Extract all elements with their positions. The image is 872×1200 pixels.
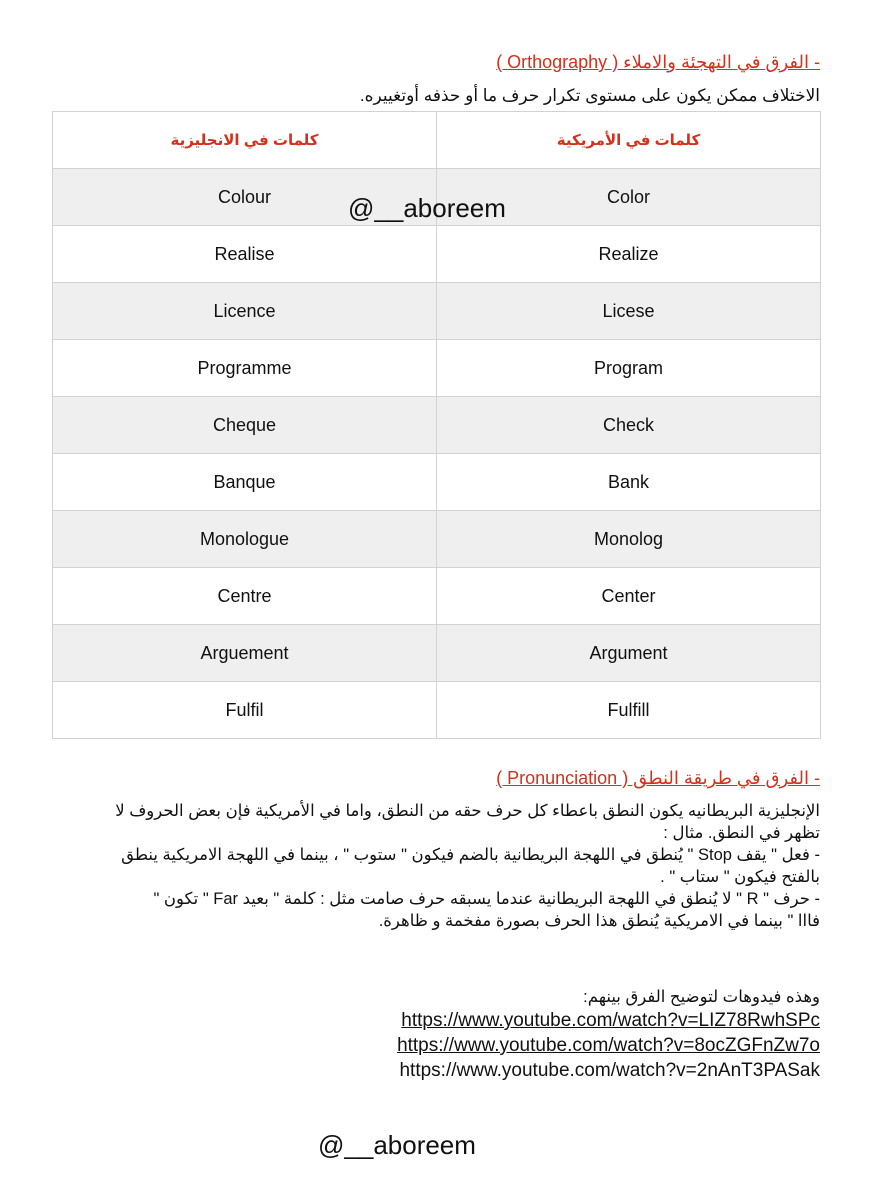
british-word: Licence <box>53 283 437 340</box>
body-line: - حرف " R " لا يُنطق في اللهجة البريطانية عندما يسبقه حرف صامت مثل : كلمة " بعيد Far " تكون " <box>153 890 820 908</box>
body-line: بالفتح فيكون " ستاب " . <box>660 868 820 886</box>
orthography-intro: الاختلاف ممكن يكون على مستوى تكرار حرف ما أو حذفه أوتغييره. <box>359 86 820 105</box>
table-row <box>53 511 821 568</box>
body-line: الإنجليزية البريطانيه يكون النطق باعطاء كل حرف حقه من النطق، واما في الأمريكية فإن بعض الحروف لا <box>115 802 820 820</box>
table-row <box>53 454 821 511</box>
body-line: تظهر في النطق. مثال : <box>663 824 820 842</box>
table-row <box>53 226 821 283</box>
british-word: Realise <box>53 226 437 283</box>
british-word: Banque <box>53 454 437 511</box>
american-word: Bank <box>437 454 821 511</box>
british-word: Monologue <box>53 511 437 568</box>
british-word: Centre <box>53 568 437 625</box>
body-line: فااا " بينما في الامريكية يُنطق هذا الحرف بصورة مفخمة و ظاهرة. <box>378 912 820 930</box>
american-word: Program <box>437 340 821 397</box>
american-word: Fulfill <box>437 682 821 739</box>
american-word: Monolog <box>437 511 821 568</box>
header-american: كلمات في الأمريكية <box>437 112 821 169</box>
american-word: Licese <box>437 283 821 340</box>
american-word: Check <box>437 397 821 454</box>
table-row <box>53 568 821 625</box>
british-word: Cheque <box>53 397 437 454</box>
videos-intro: وهذه فيدوهات لتوضيح الفرق بينهم: <box>583 988 820 1006</box>
watermark-handle: @__aboreem <box>348 193 506 223</box>
british-word: Colour <box>53 169 437 226</box>
video-link[interactable]: https://www.youtube.com/watch?v=LIZ78RwhSPc <box>401 1010 820 1031</box>
table-row <box>53 397 821 454</box>
british-word: Fulfil <box>53 682 437 739</box>
footer-handle: @__aboreem <box>318 1130 476 1160</box>
video-link[interactable]: https://www.youtube.com/watch?v=8ocZGFnZw7o <box>397 1035 820 1056</box>
table-row <box>53 682 821 739</box>
table-row <box>53 625 821 682</box>
body-line: - فعل " يقف Stop " يُنطق في اللهجة البريطانية بالضم فيكون " ستوب " ، بينما في اللهجة الامريكية ينطق <box>121 846 820 864</box>
video-link[interactable]: https://www.youtube.com/watch?v=2nAnT3PASak <box>399 1060 820 1081</box>
section-heading-pronunciation: - الفرق في طريقة النطق ( Pronunciation ) <box>496 768 820 788</box>
american-word: Argument <box>437 625 821 682</box>
american-word: Realize <box>437 226 821 283</box>
british-word: Arguement <box>53 625 437 682</box>
american-word: Color <box>437 169 821 226</box>
table-row <box>53 340 821 397</box>
british-word: Programme <box>53 340 437 397</box>
section-heading-orthography: - الفرق في التهجئة والاملاء ( Orthography ) <box>496 52 820 72</box>
american-word: Center <box>437 568 821 625</box>
pronunciation-body <box>50 800 820 932</box>
table-header-row <box>53 112 821 169</box>
header-british: كلمات في الانجليزية <box>53 112 437 169</box>
table-row <box>53 283 821 340</box>
